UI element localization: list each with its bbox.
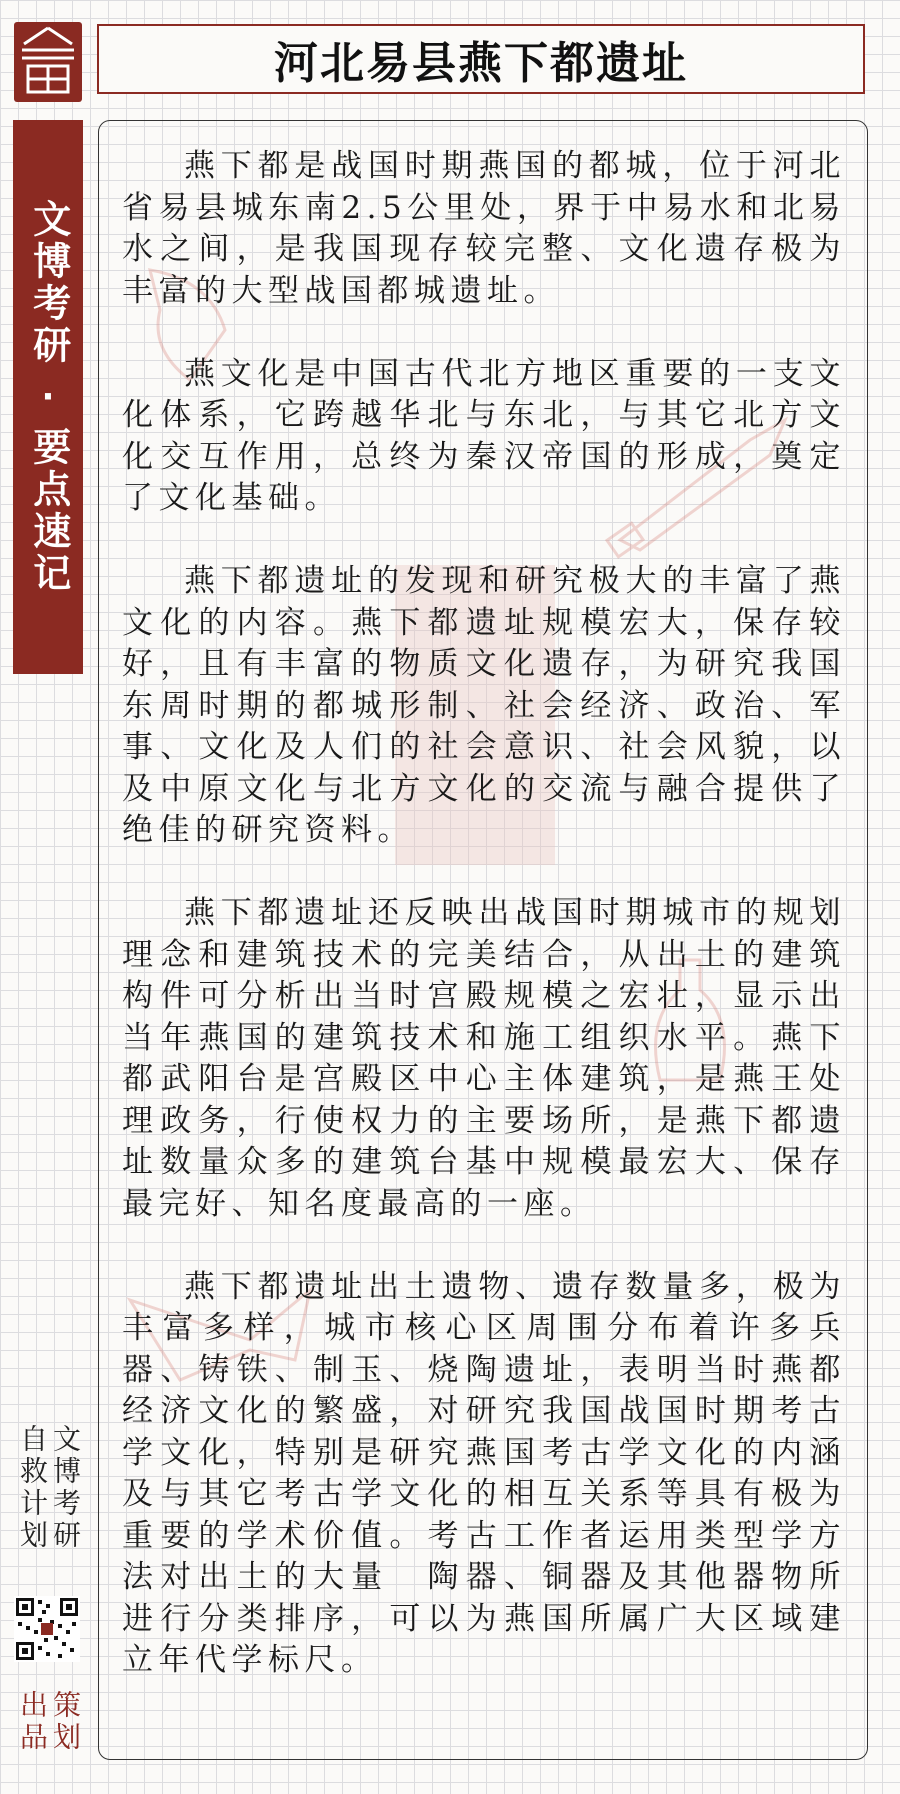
logo-icon [14, 22, 82, 102]
paragraph: 燕下都遗址还反映出战国时期城市的规划理念和建筑技术的完美结合，从出土的建筑构件可分析出当时宫殿规模之宏壮，显示出当年燕国的建筑技术和施工组织水平。燕下都武阳台是宫殿区中心主体建筑，是燕王处理政务，行使权力的主要场所，是燕下都遗址数量众多的建筑台基中规模最宏大、保存最完好、知名度最高的一座。 [122, 895, 846, 1222]
footer-produced-by-2: 出品 [16, 1690, 49, 1754]
article-body [122, 146, 846, 1682]
title-box [97, 24, 865, 94]
paragraph: 燕下都遗址的发现和研究极大的丰富了燕文化的内容。燕下都遗址规模宏大，保存较好，且有丰富的物质文化遗存，为研究我国东周时期的都城形制、社会经济、政治、军事、文化及人们的社会意识、社会风貌，以及中原文化与北方文化的交流与融合提供了绝佳的研究资料。 [122, 563, 846, 848]
page-title: 河北易县燕下都遗址 [274, 38, 688, 89]
side-banner-line1: 文博考研 [26, 198, 71, 367]
footer-plan: 自救计划 [16, 1424, 49, 1552]
side-banner-separator: · [41, 376, 55, 417]
paragraph: 燕下都遗址出土遗物、遗存数量多，极为丰富多样，城市核心区周围分布着许多兵器、铸铁、制玉、烧陶遗址，表明当时燕都经济文化的繁盛，对研究我国战国时期考古学文化，特别是研究燕国考古学文化的内涵及与其它考古学文化的相互关系等具有极为重要的学术价值。考古工作者运用类型学方法对出土的大量 陶器、铜器及其他器物所进行分类排序，可以为燕国所属广大区域建立年代学标尺。 [122, 1268, 846, 1678]
footer-brand: 文博考研 [49, 1424, 82, 1552]
side-banner-line2: 要点速记 [26, 427, 71, 596]
paragraph: 燕文化是中国古代北方地区重要的一支文化体系，它跨越华北与东北，与其它北方文化交互作用，总终为秦汉帝国的形成，奠定了文化基础。 [122, 355, 846, 516]
qr-code [14, 1596, 80, 1662]
side-banner [13, 120, 83, 674]
paragraph: 燕下都是战国时期燕国的都城，位于河北省易县城东南2.5公里处，界于中易水和北易水之间，是我国现存较完整、文化遗存极为丰富的大型战国都城遗址。 [122, 148, 846, 309]
footer-produced-by-1: 策划 [49, 1690, 82, 1754]
